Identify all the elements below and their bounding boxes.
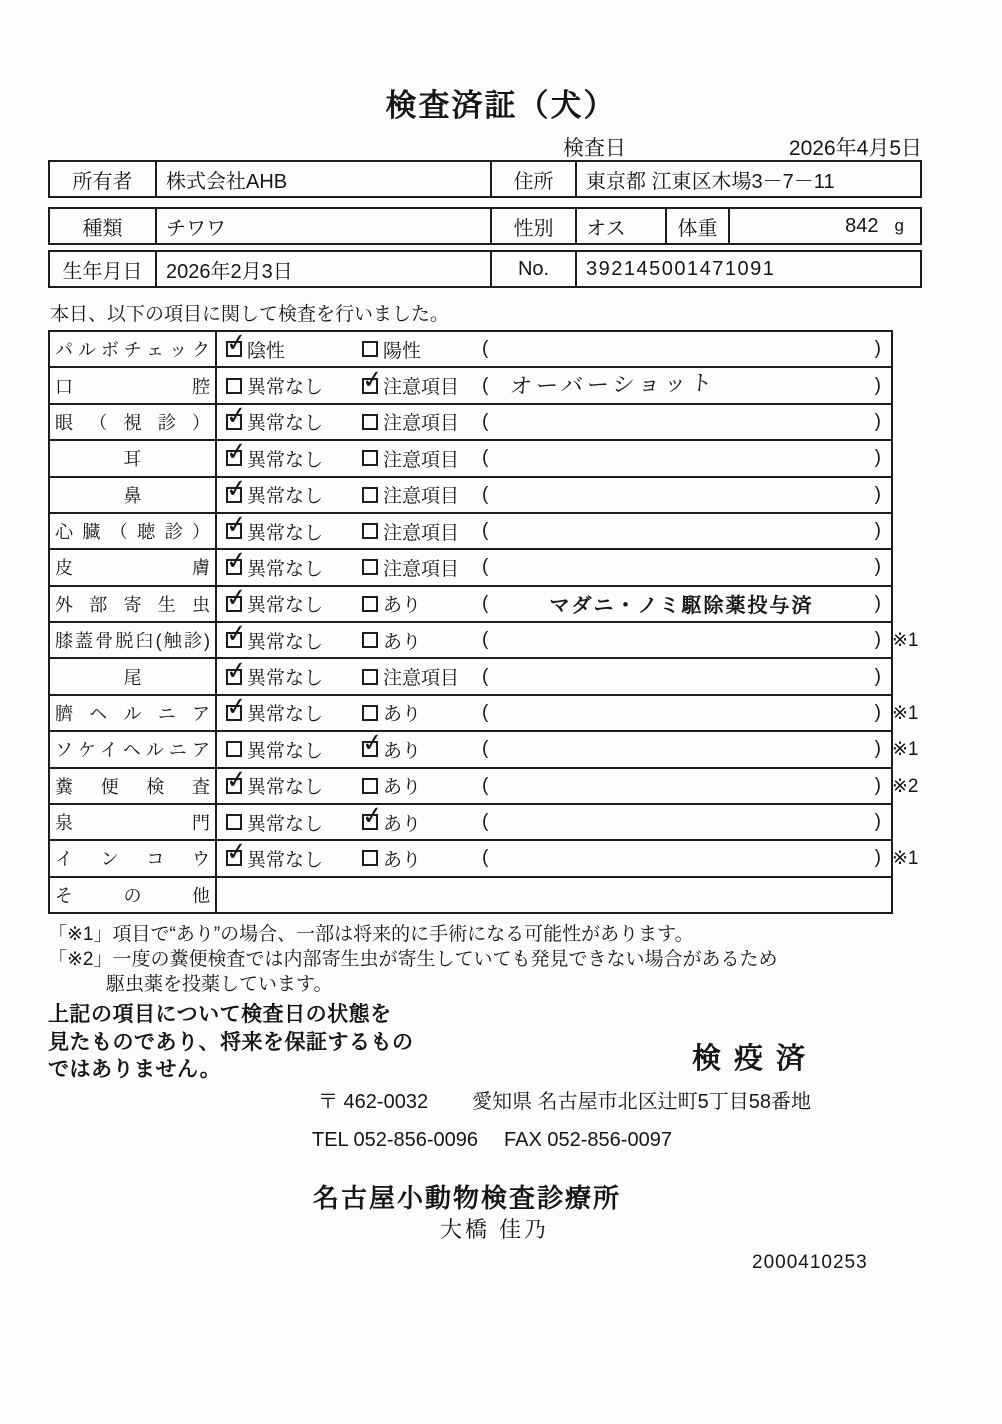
option-label: 陽性 — [383, 340, 422, 362]
item-name-cell — [50, 478, 217, 512]
option-label: 異常なし — [247, 558, 324, 580]
remarks-text: マダニ・ノミ駆除薬投与済 — [549, 595, 814, 618]
paren-open: ( — [482, 701, 489, 723]
option-label: 異常なし — [247, 595, 324, 617]
row-external-parasites — [50, 587, 891, 623]
birth-value: 2026年2月3日 — [157, 252, 492, 286]
row-tail — [50, 659, 891, 695]
option-label: あり — [383, 813, 422, 835]
checkbox-normal[interactable] — [226, 378, 242, 394]
checkbox-present[interactable] — [362, 632, 378, 648]
option-normal — [217, 772, 362, 799]
inspection-date-row — [563, 132, 922, 162]
checkbox-normal[interactable] — [226, 705, 242, 721]
clinic-tel-row — [312, 1129, 672, 1152]
option-present — [362, 590, 482, 617]
paren-open: ( — [482, 738, 489, 760]
row-fecal-exam — [50, 769, 919, 805]
paren-open: ( — [482, 520, 489, 542]
item-label: 糞便検査 — [55, 776, 210, 797]
footnote-2-continued: 駆虫薬を投薬しています。 — [106, 974, 333, 995]
item-label: ソケイヘルニア — [55, 740, 210, 761]
option-normal — [217, 518, 362, 545]
checklist-table — [48, 330, 919, 914]
paren-close: ) — [874, 774, 881, 796]
footnote-ref: ※1 — [892, 630, 919, 651]
option-label: 注意項目 — [383, 668, 460, 690]
veterinarian-name: 大橋 佳乃 — [440, 1217, 550, 1242]
footnote-2: 「※2」一度の糞便検査では内部寄生虫が寄生していても発見できない場合があるため — [48, 949, 778, 970]
option-present — [362, 699, 482, 726]
option-label: 異常なし — [247, 449, 324, 471]
option-normal — [217, 845, 362, 872]
paren-open: ( — [482, 556, 489, 578]
owner-table — [48, 160, 922, 198]
option-label: 異常なし — [247, 740, 324, 762]
item-options — [217, 732, 891, 766]
checkbox-present[interactable] — [362, 741, 378, 757]
address-label: 住所 — [492, 162, 577, 196]
handwritten-remark: オーバーショット — [509, 370, 718, 399]
paren-close: ) — [874, 592, 881, 614]
item-label: 心臓（聴診） — [55, 522, 210, 543]
checkbox-normal[interactable] — [226, 850, 242, 866]
row-ears — [50, 441, 891, 477]
row-eyes — [50, 405, 891, 441]
item-options — [217, 623, 891, 657]
option-normal — [217, 372, 362, 399]
item-label: 眼（視診） — [55, 412, 210, 433]
checkbox-normal[interactable] — [226, 450, 242, 466]
checkbox-caution[interactable] — [362, 523, 378, 539]
checkbox-normal[interactable] — [226, 523, 242, 539]
checkbox-caution[interactable] — [362, 559, 378, 575]
option-normal — [217, 736, 362, 763]
item-options — [217, 332, 891, 366]
option-normal — [217, 699, 362, 726]
option-label: 異常なし — [247, 631, 324, 653]
no-value: 392145001471091 — [586, 257, 776, 280]
checkbox-positive[interactable] — [362, 341, 378, 357]
item-options — [217, 696, 891, 730]
option-label: 注意項目 — [383, 377, 460, 399]
item-name-cell — [50, 696, 217, 730]
item-options — [217, 514, 891, 548]
paren-open: ( — [482, 811, 489, 833]
remarks-field — [482, 370, 891, 401]
item-name-cell — [50, 514, 217, 548]
option-positive — [362, 336, 482, 363]
row-nose — [50, 478, 891, 514]
item-name-cell — [50, 732, 217, 766]
quarantine-stamp: 検疫済 — [692, 1043, 819, 1075]
breed-value: チワワ — [157, 209, 492, 243]
checkbox-normal[interactable] — [226, 741, 242, 757]
item-label: インコウ — [55, 849, 210, 870]
option-negative — [217, 336, 362, 363]
option-label: 異常なし — [247, 668, 324, 690]
breed-label: 種類 — [50, 209, 157, 243]
option-label: あり — [383, 631, 422, 653]
footnote-ref: ※1 — [892, 702, 919, 724]
weight-label: 体重 — [667, 209, 730, 243]
owner-value: 株式会社AHB — [157, 162, 492, 196]
remarks-field — [482, 589, 891, 618]
paren-open: ( — [482, 847, 489, 869]
item-options — [217, 659, 891, 693]
paren-open: ( — [482, 665, 489, 687]
row-inguinal-hernia — [50, 732, 919, 768]
paren-close: ) — [874, 447, 881, 469]
checkbox-normal[interactable] — [226, 669, 242, 685]
checkbox-present[interactable] — [362, 850, 378, 866]
clinic-name: 名古屋小動物検査診療所 — [313, 1183, 622, 1213]
remarks-field — [482, 629, 891, 651]
option-caution — [362, 445, 482, 472]
item-label: 泉門 — [55, 813, 210, 834]
remarks-field — [482, 484, 891, 506]
option-label: 異常なし — [247, 849, 324, 871]
paren-close: ) — [874, 811, 881, 833]
checkbox-normal[interactable] — [226, 632, 242, 648]
item-label: 耳 — [123, 449, 142, 470]
remarks-field — [482, 775, 891, 797]
item-options — [217, 478, 891, 512]
weight-unit: g — [894, 216, 904, 235]
paren-open: ( — [482, 774, 489, 796]
owner-label: 所有者 — [50, 162, 157, 196]
other-empty-cell — [217, 878, 891, 912]
option-label: 注意項目 — [383, 413, 460, 435]
item-name-cell — [50, 405, 217, 439]
clinic-fax: FAX 052-856-0097 — [504, 1129, 672, 1151]
row-umbilical-hernia — [50, 696, 919, 732]
item-name-cell — [50, 587, 217, 621]
paren-close: ) — [874, 483, 881, 505]
paren-open: ( — [482, 338, 489, 360]
item-name-cell — [50, 441, 217, 475]
remarks-field — [482, 738, 891, 760]
item-name-cell — [50, 769, 217, 803]
option-label: 異常なし — [247, 777, 324, 799]
remarks-field — [482, 520, 891, 542]
remarks-field — [482, 338, 891, 360]
serial-number: 2000410253 — [752, 1252, 868, 1273]
option-label: 注意項目 — [383, 486, 460, 508]
inspection-date-value: 2026年4月5日 — [788, 137, 922, 160]
option-normal — [217, 554, 362, 581]
item-options — [217, 587, 891, 621]
checkbox-normal[interactable] — [226, 487, 242, 503]
option-label: あり — [383, 704, 422, 726]
option-label: あり — [383, 777, 422, 799]
sex-value: オス — [577, 209, 667, 243]
option-normal — [217, 408, 362, 435]
weight-value: 842 — [845, 214, 879, 237]
item-name-cell — [50, 659, 217, 693]
item-options — [217, 805, 891, 839]
item-options — [217, 769, 891, 803]
clinic-postal-row — [318, 1085, 811, 1114]
option-label: 異常なし — [247, 704, 324, 726]
footnote-ref: ※1 — [892, 848, 919, 870]
item-name-cell — [50, 332, 217, 366]
item-options — [217, 441, 891, 475]
paren-open: ( — [482, 374, 489, 396]
paren-open: ( — [482, 447, 489, 469]
item-label: 外部寄生虫 — [55, 594, 210, 615]
option-label: 異常なし — [247, 413, 324, 435]
birth-label: 生年月日 — [50, 252, 157, 286]
option-present — [362, 809, 482, 836]
birth-table — [48, 250, 922, 288]
footnote-1: 「※1」項目で“あり”の場合、一部は将来的に手術になる可能性があります。 — [48, 924, 694, 945]
option-normal — [217, 445, 362, 472]
option-label: 異常なし — [247, 486, 324, 508]
checkbox-normal[interactable] — [226, 814, 242, 830]
paren-close: ) — [874, 520, 881, 542]
footnotes — [48, 922, 778, 997]
item-name-cell — [50, 368, 217, 402]
option-present — [362, 845, 482, 872]
row-oral-cavity — [50, 368, 891, 404]
item-label: 口腔 — [55, 376, 210, 397]
clinic-address: 愛知県 名古屋市北区辻町5丁目58番地 — [472, 1091, 812, 1113]
option-caution — [362, 663, 482, 690]
paren-close: ) — [874, 847, 881, 869]
option-label: あり — [383, 849, 422, 871]
option-caution — [362, 408, 482, 435]
paren-close: ) — [874, 738, 881, 760]
checkbox-present[interactable] — [362, 778, 378, 794]
option-label: 陰性 — [247, 340, 286, 362]
item-name-cell — [50, 550, 217, 584]
option-label: あり — [383, 595, 422, 617]
option-present — [362, 736, 482, 763]
paren-open: ( — [482, 592, 489, 614]
item-label: 鼻 — [123, 485, 142, 506]
disclaimer-line-1: 上記の項目について検査日の状態を — [48, 1003, 392, 1026]
address-value: 東京都 江東区木場3－7－11 — [586, 170, 835, 193]
option-caution — [362, 481, 482, 508]
footnote-ref: ※1 — [892, 739, 919, 761]
disclaimer-line-2: 見たものであり、将来を保証するもの — [48, 1030, 414, 1054]
option-label: あり — [383, 740, 422, 762]
item-options — [217, 368, 891, 402]
option-label: 異常なし — [247, 522, 324, 544]
checkbox-caution[interactable] — [362, 414, 378, 430]
inspection-date-label: 検査日 — [563, 137, 626, 160]
disclaimer-line-3: ではありません。 — [48, 1058, 222, 1081]
remarks-field — [482, 702, 891, 724]
row-heart — [50, 514, 891, 550]
paren-close: ) — [874, 701, 881, 723]
item-name-cell — [50, 841, 217, 875]
item-options — [217, 405, 891, 439]
item-label: 尾 — [123, 667, 142, 688]
paren-open: ( — [482, 483, 489, 505]
paren-close: ) — [874, 629, 881, 651]
option-label: 注意項目 — [383, 522, 460, 544]
row-cryptorchidism — [50, 841, 919, 877]
weight-value-cell — [730, 209, 920, 243]
remarks-field — [482, 556, 891, 578]
paren-close: ) — [874, 410, 881, 432]
checkbox-caution[interactable] — [362, 487, 378, 503]
checkbox-normal[interactable] — [226, 596, 242, 612]
clinic-tel: TEL 052-856-0096 — [312, 1129, 479, 1151]
item-label: 膝蓋骨脱臼(触診) — [55, 631, 210, 652]
item-options — [217, 550, 891, 584]
postal-code: 〒 462-0032 — [318, 1091, 429, 1113]
item-name-cell — [50, 805, 217, 839]
option-caution — [362, 518, 482, 545]
paren-close: ) — [874, 665, 881, 687]
paren-close: ) — [874, 338, 881, 360]
checkbox-caution[interactable] — [362, 450, 378, 466]
row-skin — [50, 550, 891, 586]
animal-table — [48, 207, 922, 245]
option-normal — [217, 627, 362, 654]
checkbox-negative[interactable] — [226, 341, 242, 357]
checkbox-caution[interactable] — [362, 378, 378, 394]
option-normal — [217, 590, 362, 617]
remarks-field — [482, 811, 891, 833]
option-present — [362, 772, 482, 799]
checkbox-caution[interactable] — [362, 669, 378, 685]
item-label: パルボチェック — [55, 340, 210, 361]
option-normal — [217, 663, 362, 690]
item-label: その他 — [55, 885, 210, 906]
option-present — [362, 627, 482, 654]
disclaimer — [48, 1001, 414, 1084]
option-label: 異常なし — [247, 813, 324, 835]
option-normal — [217, 481, 362, 508]
item-options — [217, 841, 891, 875]
paren-open: ( — [482, 629, 489, 651]
option-label: 注意項目 — [383, 449, 460, 471]
page-title: 検査済証（犬） — [385, 88, 617, 123]
option-label: 異常なし — [247, 377, 324, 399]
checkbox-normal[interactable] — [226, 559, 242, 575]
checkbox-present[interactable] — [362, 705, 378, 721]
checkbox-normal[interactable] — [226, 778, 242, 794]
checkbox-present[interactable] — [362, 814, 378, 830]
checkbox-present[interactable] — [362, 596, 378, 612]
item-label: 臍ヘルニア — [55, 703, 210, 724]
paren-close: ) — [874, 556, 881, 578]
footnote-ref: ※2 — [892, 775, 919, 797]
item-label: 皮膚 — [55, 558, 210, 579]
item-name-cell — [50, 623, 217, 657]
item-name-cell — [50, 878, 217, 912]
remarks-field — [482, 447, 891, 469]
option-caution — [362, 372, 482, 399]
row-parvo-check — [50, 332, 891, 368]
intro-sentence: 本日、以下の項目に関して検査を行いました。 — [50, 304, 450, 325]
paren-open: ( — [482, 410, 489, 432]
row-patella — [50, 623, 919, 659]
row-other — [50, 878, 891, 912]
remarks-field — [482, 847, 891, 869]
no-label: No. — [492, 252, 577, 286]
option-label: 注意項目 — [383, 558, 460, 580]
sex-label: 性別 — [492, 209, 577, 243]
checkbox-normal[interactable] — [226, 414, 242, 430]
row-fontanelle — [50, 805, 891, 841]
option-caution — [362, 554, 482, 581]
remarks-field — [482, 411, 891, 433]
remarks-field — [482, 666, 891, 688]
paren-close: ) — [874, 374, 881, 396]
option-normal — [217, 809, 362, 836]
